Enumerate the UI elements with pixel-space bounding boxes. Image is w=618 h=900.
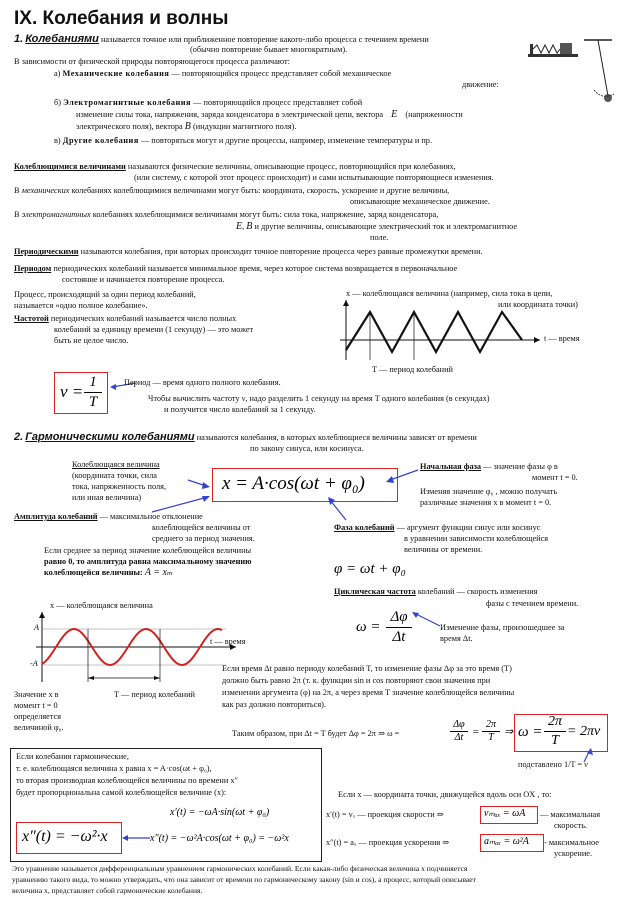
calc-frequency-1: Чтобы вычислить частоту ν, надо разделить 1 секунду на время T одного колебания (в секундах): [148, 394, 490, 403]
text-cont: описывающие механическое движение.: [350, 197, 490, 206]
vector-e: E: [391, 109, 398, 120]
text-cont: Изменяя значение φ₀ , можно получать: [420, 487, 558, 496]
footer-text: Это уравнение называется дифференциальным уравнением гармонических колебаний. Если какая-либо физическая величина x подчиняется: [12, 864, 468, 873]
section-number: 1.: [14, 33, 24, 45]
first-derivative: x′(t) = −ωA·sin(ωt + φ₀): [170, 807, 270, 818]
text-cont: величины от времени.: [404, 545, 483, 554]
initial-value-note: момент t = 0: [14, 701, 58, 710]
text: периодических колебаний называется число полных: [50, 314, 237, 323]
text-cont: среднего за период значения.: [152, 534, 255, 543]
em-quantities-cont: E, B и другие величины, описывающие электрический ток и электромагнитное: [236, 221, 518, 232]
definition-note: (обычно повторение бывает многократным).: [190, 45, 348, 54]
item-term: Электромагнитные колебания: [63, 98, 192, 107]
text-cont: (или систему, с которой этот процесс происходит) и сами испытывающие повторяющиеся изменения.: [134, 173, 494, 182]
item-label: в): [54, 136, 61, 145]
text-cont: в уравнении зависимости колеблющейся: [404, 534, 549, 543]
graph1-t-label: t — время: [544, 334, 580, 343]
footer-text: величина x, представляет собой гармонические колебания.: [12, 886, 203, 895]
substitution-note: подставлено 1/T = ν: [518, 760, 588, 769]
kind-mechanical-cont: движение:: [462, 80, 499, 89]
item-label: а): [54, 69, 61, 78]
harmonic-text: т. е. колеблющаяся величина x равна x = A·cos(ωt + φ₀),: [16, 764, 212, 773]
periodic-def: [14, 247, 483, 257]
fraction-num: Δφ: [453, 719, 465, 730]
term: Периодом: [14, 264, 52, 273]
graph1-x-label-cont: или координата точки): [498, 300, 578, 309]
omega-symbol: ω =: [356, 619, 381, 635]
osc-quantity-desc: или иная величина): [72, 493, 142, 502]
fraction-bar: [544, 731, 566, 732]
kind-electromagnetic-cont2: [76, 122, 297, 132]
text-cont: колеблющейся величины от: [152, 523, 251, 532]
nu-symbol: ν =: [60, 382, 84, 401]
cyclic-frequency-def: [334, 587, 538, 597]
harmonic-text: Если колебания гармонические,: [16, 752, 129, 761]
arrow-icon: [152, 496, 212, 512]
period-note: Период — время одного полного колебания.: [124, 378, 281, 387]
differential-equation: x″(t) = −ω²·x: [22, 828, 108, 845]
omega-denominator: T: [551, 733, 559, 748]
max-acceleration: aₘₐₓ = ω²A: [484, 836, 529, 847]
mech-quantities: [14, 186, 449, 196]
nu-denominator: T: [88, 394, 98, 410]
graph2-period-label: T — период колебаний: [114, 690, 195, 699]
period-phase-text: изменении аргумента (φ) на 2π, а через время T значение колеблющейся величины: [222, 688, 515, 697]
text: называются физические величины, описывающие процесс, повторяющийся при колебаниях,: [127, 162, 456, 171]
text: колеблющейся величины:: [44, 568, 143, 577]
text-cont: равно 0, то амплитуда равна максимальному значению: [44, 557, 252, 566]
amplitude-tick: A: [34, 623, 40, 632]
item-text: изменение силы тока, напряжения, заряда конденсатора в электрической цепи, вектора: [76, 110, 384, 119]
period-phase-text: как раз должно повториться).: [222, 700, 326, 709]
kinds-intro: В зависимости от физической природы повторяющегося процесса различают:: [14, 57, 290, 66]
text: колебаний — скорость изменения: [417, 587, 538, 596]
omega-numerator: 2π: [547, 714, 562, 729]
omega-denominator: Δt: [392, 629, 406, 645]
item-term: Механические колебания: [62, 69, 170, 78]
text: — значение фазы φ в: [483, 462, 558, 471]
section1-heading: [14, 34, 429, 45]
max-velocity-label-cont: скорость.: [554, 821, 588, 830]
fraction-den: T: [488, 732, 494, 743]
acceleration-projection: x″(t) = aₓ — проекция ускорения ⇒: [326, 838, 450, 847]
graph2-x-label: x — колеблющаяся величина: [50, 601, 153, 610]
phase-change-note: Изменение фазы, произошедшее за: [440, 623, 565, 632]
term: Циклическая частота: [334, 587, 416, 596]
section-number: 2.: [14, 431, 24, 443]
initial-value-note: величиной φ₀.: [14, 723, 64, 732]
phase-formula: φ = ωt + φ₀: [334, 561, 406, 577]
amplitude-def: [14, 512, 203, 522]
definition-text: называется точное или приближенное повторение какого-либо процесса с течением времени: [100, 35, 429, 44]
phase-change-note-cont: время Δt.: [440, 634, 473, 643]
harmonic-formula: x = A·cos(ωt + φ₀): [222, 473, 365, 494]
arrow-icon: [410, 612, 440, 628]
period-def: [14, 264, 457, 274]
term: Частотой: [14, 314, 49, 323]
coordinate-note: Если x — координата точки, движущейся вдоль оси OX , то:: [338, 790, 552, 799]
graph2-t-label: t — время: [210, 637, 246, 646]
text-cont: колебаний за единицу времени (1 секунду) — это может: [54, 325, 254, 334]
omega-2pi-nu: = 2πν: [567, 724, 601, 739]
fraction-bar: [386, 627, 412, 628]
kind-electromagnetic-cont: [76, 110, 463, 120]
arrow-icon: [384, 470, 418, 484]
vector-b: B: [184, 121, 191, 132]
text: — максимальное отклонение: [99, 512, 203, 521]
harmonic-text: то вторая производная колеблющейся величины по времени x″: [16, 776, 238, 785]
full-oscillation-2: называется «одно полное колебание».: [14, 301, 148, 310]
period-phase-text: должно быть равно 2π (т. к. функции sin и cos повторяют свои значения при: [222, 676, 491, 685]
kind-mechanical: [54, 69, 391, 79]
em-quantities: [14, 210, 438, 220]
text: — аргумент функции синус или косинус: [396, 523, 541, 532]
nu-numerator: 1: [89, 374, 97, 390]
section2-heading: [14, 432, 477, 443]
second-derivative: x″(t) = −ω²A·cos(ωt + φ₀) = −ω²x: [150, 833, 289, 844]
text-cont: Если среднее за период значение колеблющейся величины: [44, 546, 252, 555]
omega-numerator: Δφ: [390, 609, 408, 625]
equals-sign: =: [472, 726, 480, 738]
init-phase: [420, 462, 558, 472]
initial-value-note: Значение x в: [14, 690, 59, 699]
text: электромагнитных: [21, 210, 91, 219]
term: Амплитуда колебаний: [14, 512, 98, 521]
graph1-period-label: T — период колебаний: [372, 365, 453, 374]
max-acceleration-label: - максимальное: [544, 838, 599, 847]
item-text: (напряженности: [405, 110, 463, 119]
section-term: Колебаниями: [25, 33, 99, 45]
item-text: — повторяющийся процесс представляет собой: [193, 98, 363, 107]
term: Периодическими: [14, 247, 79, 256]
fraction-num: 2π: [485, 719, 496, 730]
text: колебаниях колеблющимися величинами могут быть: координата, скорость, ускорение и другие величины,: [71, 186, 450, 195]
thus-text: Таким образом, при Δt = T будет Δφ = 2π ⇒ ω =: [232, 729, 400, 738]
item-text: — повторяющийся процесс представляет собой механическое: [171, 69, 392, 78]
arrow-icon: [580, 748, 600, 764]
max-velocity-label: — максимальная: [540, 810, 601, 819]
text: механических: [21, 186, 70, 195]
definition-text: называются колебания, в которых колеблющиеся величины зависят от времени: [196, 433, 477, 442]
fraction-bar: [84, 392, 102, 393]
definition-cont: по закону синуса, или косинуса.: [250, 444, 364, 453]
text-cont: момент t = 0.: [532, 473, 578, 482]
kind-other: [54, 136, 432, 146]
neg-amplitude-tick: -A: [30, 659, 38, 668]
footer-text: уравнению такого вида, то можно утверждать, что она зависит от времени по гармоническому закону (sin и cos), а процесс, который описывает: [12, 875, 476, 884]
term: Начальная фаза: [420, 462, 482, 471]
full-oscillation-1: Процесс, происходящий за один период колебаний,: [14, 290, 196, 299]
item-text: электрического поля), вектора: [76, 122, 183, 131]
page-title: IX. Колебания и волны: [14, 8, 229, 29]
text-cont: состояние и начинается повторение процесса.: [62, 275, 225, 284]
frequency-def: [14, 314, 236, 324]
kind-electromagnetic: [54, 98, 362, 108]
vector-e: E: [236, 221, 243, 232]
section-term: Гармоническими колебаниями: [25, 431, 195, 443]
arrow-icon: [188, 478, 210, 492]
implies-sign: ⇒: [504, 726, 514, 738]
text: колебаниях колеблющимися величинами могут быть: сила тока, напряжение, заряд конденсатора,: [92, 210, 439, 219]
initial-value-note: определяется: [14, 712, 62, 721]
formula: A = xₘ: [144, 567, 174, 578]
osc-quantity-desc: тока, напряженность поля,: [72, 482, 167, 491]
vector-b: B: [246, 221, 253, 232]
text: называются колебания, при которых происходит точное повторение процесса через равные промежутки времени.: [80, 247, 483, 256]
sawtooth-graph: [340, 300, 540, 360]
item-term: Другие колебания: [62, 136, 139, 145]
amplitude-equation: [44, 568, 173, 578]
text-cont: различные значения x в момент t = 0.: [420, 498, 552, 507]
graph1-x-label: x — колеблющаяся величина (например, сила тока в цепи,: [346, 289, 553, 298]
max-acceleration-label-cont: ускорение.: [554, 849, 593, 858]
harmonic-text: будет пропорциональна самой колеблющейся величине (x):: [16, 788, 227, 797]
item-text: (индукции магнитного поля).: [192, 122, 297, 131]
oscillating-quantities: [14, 162, 456, 172]
text: В: [14, 186, 20, 195]
phase-def: [334, 523, 540, 533]
osc-quantity-desc: (координата точки, сила: [72, 471, 157, 480]
text: периодических колебаний называется минимальное время, через которое система возвращается в первоначальное: [53, 264, 458, 273]
fraction-den: Δt: [454, 732, 464, 743]
text: В: [14, 210, 20, 219]
arrow-icon: [326, 496, 356, 520]
item-label: б): [54, 98, 61, 107]
term: Колеблющимися величинами: [14, 162, 126, 171]
velocity-projection: x′(t) = vₓ — проекция скорости ⇒: [326, 810, 444, 819]
term: Фаза колебаний: [334, 523, 395, 532]
spring-pendulum-icon: [528, 40, 612, 110]
text-cont: быть не целое число.: [54, 336, 129, 345]
max-velocity: vₘₐₓ = ωA: [484, 808, 526, 819]
text: и другие величины, описывающие электрический ток и электромагнитное: [254, 222, 518, 231]
omega-symbol: ω =: [518, 724, 543, 740]
period-phase-text: Если время Δt равно периоду колебаний T, то изменение фазы Δφ за это время (T): [222, 664, 512, 673]
sine-graph: [36, 612, 236, 682]
item-text: — повторяться могут и другие процессы, например, изменение температуры и пр.: [140, 136, 433, 145]
text-cont: фазы с течением времени.: [486, 599, 579, 608]
osc-quantity-label: Колеблющаяся величина: [72, 460, 160, 469]
calc-frequency-2: и получится число колебаний за 1 секунду.: [164, 405, 316, 414]
arrow-icon: [120, 834, 150, 844]
text-cont: поле.: [370, 233, 389, 242]
